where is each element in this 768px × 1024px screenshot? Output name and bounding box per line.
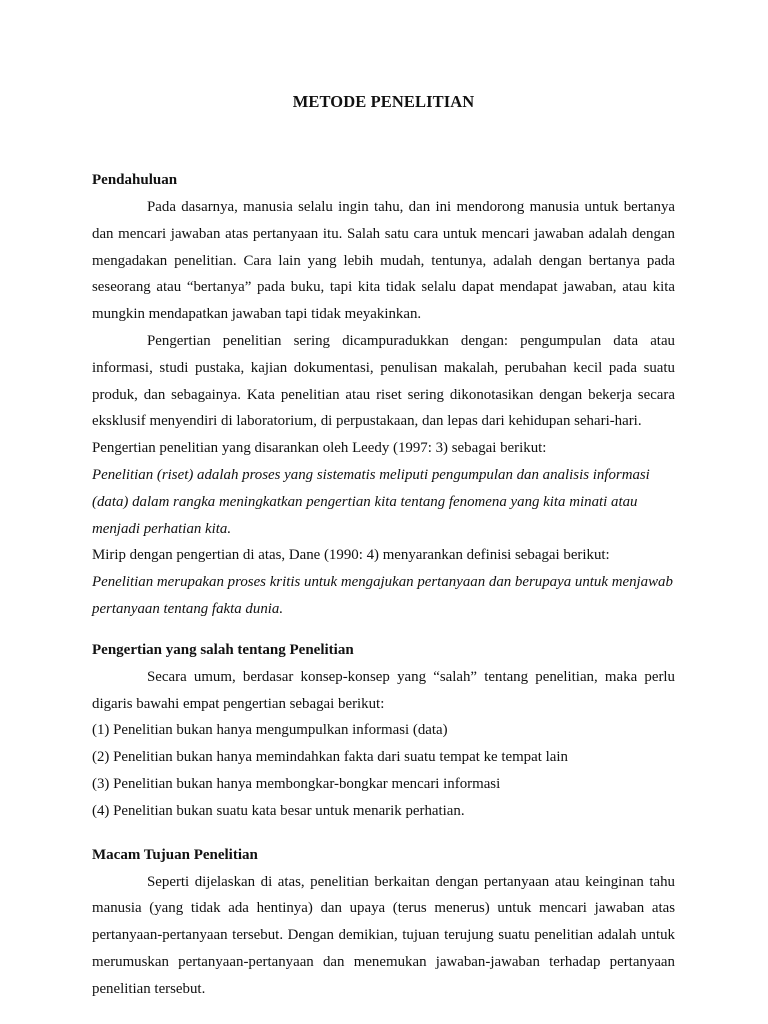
paragraph: Seperti dijelaskan di atas, penelitian berkaitan dengan pertanyaan atau keinginan tahu manusia (yang tidak ada hentinya) dan upaya (terus menerus) untuk mencari jawaban atas pertanyaan-pertanyaan tersebut. Dengan demikian, tujuan terujung suatu penelitian adalah untuk merumuskan pertanyaan-pertanyaan dan menemukan jawaban-jawaban terhadap pertanyaan penelitian tersebut. [92, 873, 675, 997]
paragraph: Mirip dengan pengertian di atas, Dane (1990: 4) menyarankan definisi sebagai berikut: [92, 547, 610, 564]
paragraph: Pengertian penelitian yang disarankan oleh Leedy (1997: 3) sebagai berikut: [92, 440, 547, 457]
paragraph: Secara umum, berdasar konsep-konsep yang “salah” tentang penelitian, maka perlu digaris bawahi empat pengertian sebagai berikut: [92, 668, 675, 712]
list-item: (3) Penelitian bukan hanya membongkar-bongkar mencari informasi [92, 775, 501, 792]
paragraph: Pengertian penelitian sering dicampuradukkan dengan: pengumpulan data atau informasi, studi pustaka, kajian dokumentasi, penulisan makalah, perubahan kecil pada suatu produk, dan sebagainya. Kata penelitian atau riset sering dikonotasikan dengan bekerja secara eksklusif menyendiri di laboratorium, di perpustakaan, dan lepas dari kehidupan sehari-hari. [92, 332, 675, 430]
list-item: (1) Penelitian bukan hanya mengumpulkan informasi (data) [92, 722, 448, 739]
paragraph: Pada dasarnya, manusia selalu ingin tahu, dan ini mendorong manusia untuk bertanya dan mencari jawaban atas pertanyaan itu. Salah satu cara untuk mencari jawaban adalah dengan mengadakan penelitian. Cara lain yang lebih mudah, tentunya, adalah dengan bertanya pada seseorang atau “bertanya” pada buku, tapi kita tidak selalu dapat mendapat jawaban, atau kita mungkin mendapatkan jawaban tapi tidak meyakinkan. [92, 199, 675, 323]
list-item: (4) Penelitian bukan suatu kata besar untuk menarik perhatian. [92, 802, 465, 819]
list-item: (2) Penelitian bukan hanya memindahkan fakta dari suatu tempat ke tempat lain [92, 749, 568, 766]
section-heading-pendahuluan: Pendahuluan [92, 172, 178, 188]
section-heading-tujuan: Macam Tujuan Penelitian [92, 846, 258, 863]
definition-quote: Penelitian merupakan proses kritis untuk mengajukan pertanyaan dan berupaya untuk menjawab pertanyaan tentang fakta dunia. [92, 574, 673, 617]
document-title: METODE PENELITIAN [292, 92, 475, 111]
definition-quote: Penelitian (riset) adalah proses yang sistematis meliputi pengumpulan dan analisis informasi (data) dalam rangka meningkatkan pengertian kita tentang fenomena yang kita minati atau menjadi perhatian kita. [92, 466, 650, 537]
section-heading-pengertian-salah: Pengertian yang salah tentang Penelitian [92, 641, 354, 658]
